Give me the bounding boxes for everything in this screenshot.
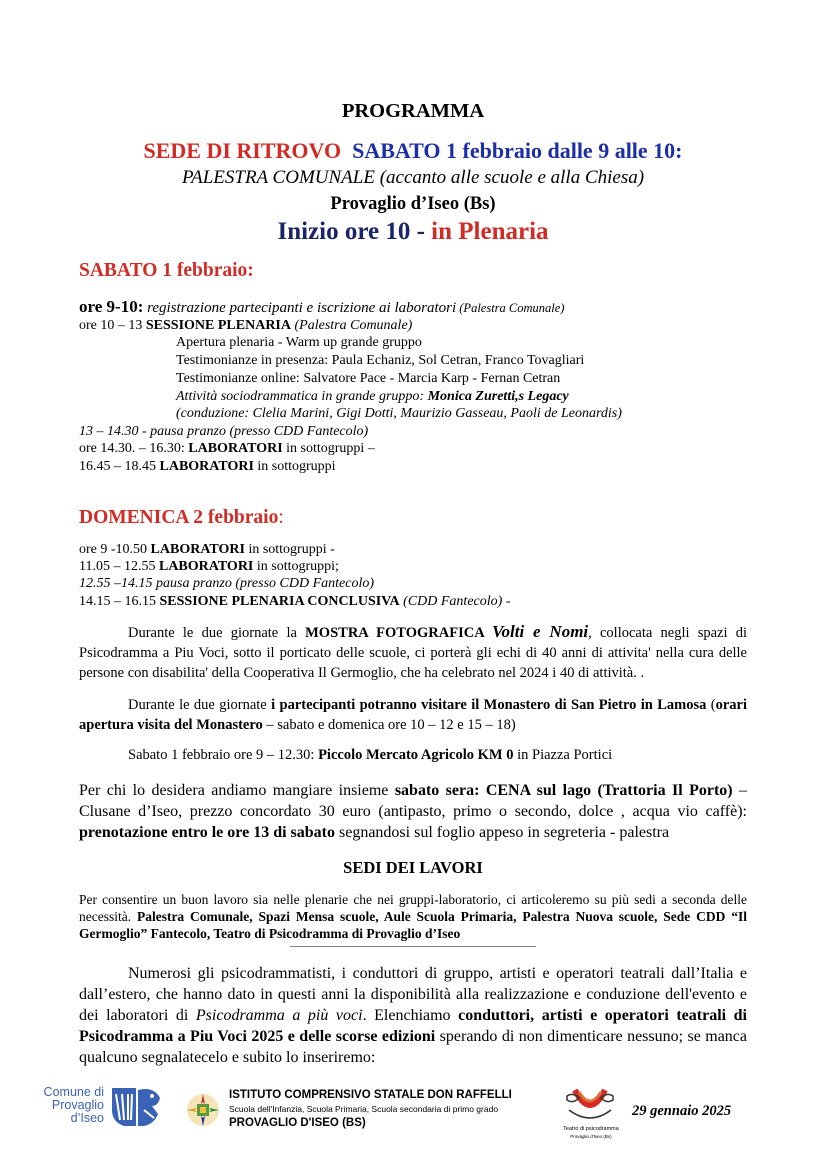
venues-heading: SEDI DEI LAVORI (343, 858, 483, 877)
comune-line: d’Iseo (70, 1111, 104, 1125)
text: Durante le due giornate la (128, 625, 306, 641)
comune-line: Comune di (43, 1085, 104, 1099)
time: ore 9 -10.50 (79, 542, 151, 557)
place: (Palestra Comunale) (456, 301, 565, 315)
comune-logo-text (42, 1086, 104, 1125)
text: Durante le due giornate (128, 697, 272, 713)
meeting-point-line (0, 138, 826, 164)
venues-list: Palestra Comunale, Spazi Mensa scuole, Aule Scuola Primaria, Palestra Nuova scuole, Sede CDD “Il Germoglio” Fantecolo, Teatro di Psicodramma di Provaglio d’Iseo (79, 909, 747, 941)
school-levels: Scuola dell'Infanzia, Scuola Primaria, Scuola secondaria di primo grado (229, 1104, 499, 1114)
time: 14.15 – 16.15 (79, 594, 160, 609)
activity: SESSIONE PLENARIA CONCLUSIVA (159, 594, 400, 609)
text: Sabato 1 febbraio ore 9 – 12.30: (128, 747, 319, 763)
sunday-heading-colon: : (278, 507, 284, 528)
activity: Attività sociodrammatica in grande gruppo: (176, 389, 428, 404)
school-text (229, 1088, 512, 1130)
exhibition-title: MOSTRA FOTOGRAFICA (305, 625, 493, 641)
text: . Elenchiamo (362, 1007, 459, 1024)
activity: LABORATORI (188, 441, 283, 456)
conductors-paragraph (79, 963, 747, 1068)
time: ore 9-10: (79, 297, 144, 316)
detail: in sottogruppi (253, 459, 336, 474)
text: Numerosi gli psicodrammatisti, i conduttori di gruppo, artisti e operatori teatrali dall’Italia e dall’estero, che hanno dato in questi anni la disponibilità alla realizzazione e conduzione dell'evento e dei laboratori di (79, 965, 747, 1024)
sunday-row-plenary (79, 594, 510, 610)
detail: in sottogruppi; (253, 559, 339, 574)
school-name: ISTITUTO COMPRENSIVO STATALE DON RAFFELLI (229, 1089, 512, 1101)
place: (CDD Fantecolo) (399, 594, 503, 609)
time: 11.05 – 12.55 (79, 559, 159, 574)
plenary-item (176, 389, 569, 405)
activity: LABORATORI (159, 459, 254, 474)
sunday-row-lunch: 12.55 –14.15 pausa pranzo (presso CDD Fantecolo) (79, 576, 375, 591)
time: 16.45 – 18.45 (79, 459, 160, 474)
theatre-logo-icon (565, 1086, 615, 1129)
text: Per chi lo desidera andiamo mangiare insieme (79, 782, 395, 799)
sunday-heading-text: DOMENICA 2 febbraio (79, 507, 279, 528)
theatre-town: Provaglio d'Iseo (Bs) (570, 1134, 612, 1139)
start-time: Inizio ore 10 - (277, 218, 425, 245)
text: , collocata negli spazi di Psicodramma a Piu Voci, sotto il porticato delle scuole, ci porterà gli echi di 40 anni di attivita' nella cura delle persone con disabilita' della Cooperativa Il Germoglio, che ha celebrato nel 2024 i 40 di attività. . (79, 625, 747, 681)
document-date: 29 gennaio 2025 (632, 1103, 732, 1119)
photo-exhibition-paragraph (79, 622, 747, 683)
highlight: orari apertura visita del Monastero (79, 697, 747, 733)
saturday-row-workshop (79, 459, 336, 475)
activity: LABORATORI (158, 559, 254, 574)
venues-paragraph (79, 891, 747, 942)
sunday-row-workshop (79, 559, 339, 575)
sunday-row-workshop (79, 542, 335, 558)
plenary-item: (conduzione: Clelia Marini, Gigi Dotti, Maurizio Gasseau, Paoli de Leonardis) (176, 406, 622, 421)
saturday-heading: SABATO 1 febbraio: (79, 260, 254, 281)
activity-title: Monica Zuretti,s Legacy (427, 389, 569, 404)
divider (290, 946, 536, 947)
exhibition-name: Volti e Nomi (492, 622, 589, 641)
meeting-point-place: PALESTRA COMUNALE (accanto alle scuole e alla Chiesa) (181, 167, 645, 188)
comune-crest-icon (108, 1084, 164, 1135)
dinner-paragraph (79, 780, 747, 843)
detail: in sottogruppi - (244, 542, 335, 557)
page-title: PROGRAMMA (341, 100, 485, 122)
meeting-point-label: SEDE DI RITROVO (143, 138, 342, 163)
theatre-name: Teatro di psicodramma (563, 1126, 619, 1132)
meeting-point-date: SABATO 1 febbraio dalle 9 alle 10: (352, 138, 683, 163)
detail: in sottogruppi – (282, 441, 375, 456)
text: sperando di non dimenticare nessuno; se manca qualcuno segnalatecelo e subito lo inseriremo: (79, 1028, 748, 1066)
start-line (0, 218, 826, 246)
highlight: conduttori, artisti e operatori teatrali di Psicodramma a Piu Voci 2025 e delle scorse edizioni (79, 1007, 748, 1045)
highlight: Piccolo Mercato Agricolo KM 0 (318, 747, 514, 763)
activity: SESSIONE PLENARIA (142, 318, 291, 333)
highlight: sabato sera: CENA sul lago (Trattoria Il Porto) (394, 782, 733, 799)
detail: - (502, 594, 511, 609)
plenary-item: Apertura plenaria - Warm up grande gruppo (176, 335, 422, 350)
saturday-row-workshop (79, 441, 375, 457)
time: ore 14.30. – 16.30: (79, 441, 189, 456)
saturday-row-registration (79, 297, 564, 317)
text: – Clusane d’Iseo, prezzo concordato 30 euro (antipasto, primo o secondo, dolce , acqua vio caffè): (79, 782, 748, 820)
sunday-heading (79, 507, 284, 529)
text: in Piazza Portici (513, 747, 613, 763)
activity: registrazione partecipanti e iscrizione ai laboratori (143, 300, 457, 316)
highlight: i partecipanti potranno visitare il Monastero di San Pietro in Lamosa (271, 697, 707, 713)
time: ore 10 – 13 (79, 318, 143, 333)
plenary-item: Testimonianze online: Salvatore Pace - Marcia Karp - Fernan Cetran (176, 371, 561, 386)
comune-line: Provaglio (51, 1098, 104, 1112)
school-logo-icon (183, 1090, 223, 1135)
text: Per consentire un buon lavoro sia nelle plenarie che nei gruppi-laboratorio, ci articoleremo su più sedi a seconda delle necessità. (79, 892, 747, 924)
monastery-paragraph (79, 695, 747, 735)
saturday-row-lunch: 13 – 14.30 - pausa pranzo (presso CDD Fantecolo) (79, 424, 369, 439)
theatre-logo-text (558, 1126, 624, 1140)
meeting-point-town: Provaglio d’Iseo (Bs) (330, 194, 496, 214)
text: segnandosi sul foglio appeso in segreteria - palestra (334, 824, 670, 841)
saturday-row-plenary (79, 318, 412, 334)
market-paragraph (128, 747, 612, 764)
activity: LABORATORI (150, 542, 245, 557)
plenary-item: Testimonianze in presenza: Paula Echaniz, Sol Cetran, Franco Tovagliari (176, 353, 585, 368)
text: – sabato e domenica ore 10 – 12 e 15 – 18) (262, 717, 516, 733)
highlight: prenotazione entro le ore 13 di sabato (79, 824, 335, 841)
text: ( (706, 697, 716, 713)
school-town: PROVAGLIO D'ISEO (BS) (229, 1117, 366, 1129)
event-name: Psicodramma a più voci (195, 1007, 363, 1024)
place: (Palestra Comunale) (291, 318, 413, 333)
start-plenary: in Plenaria (431, 218, 549, 245)
